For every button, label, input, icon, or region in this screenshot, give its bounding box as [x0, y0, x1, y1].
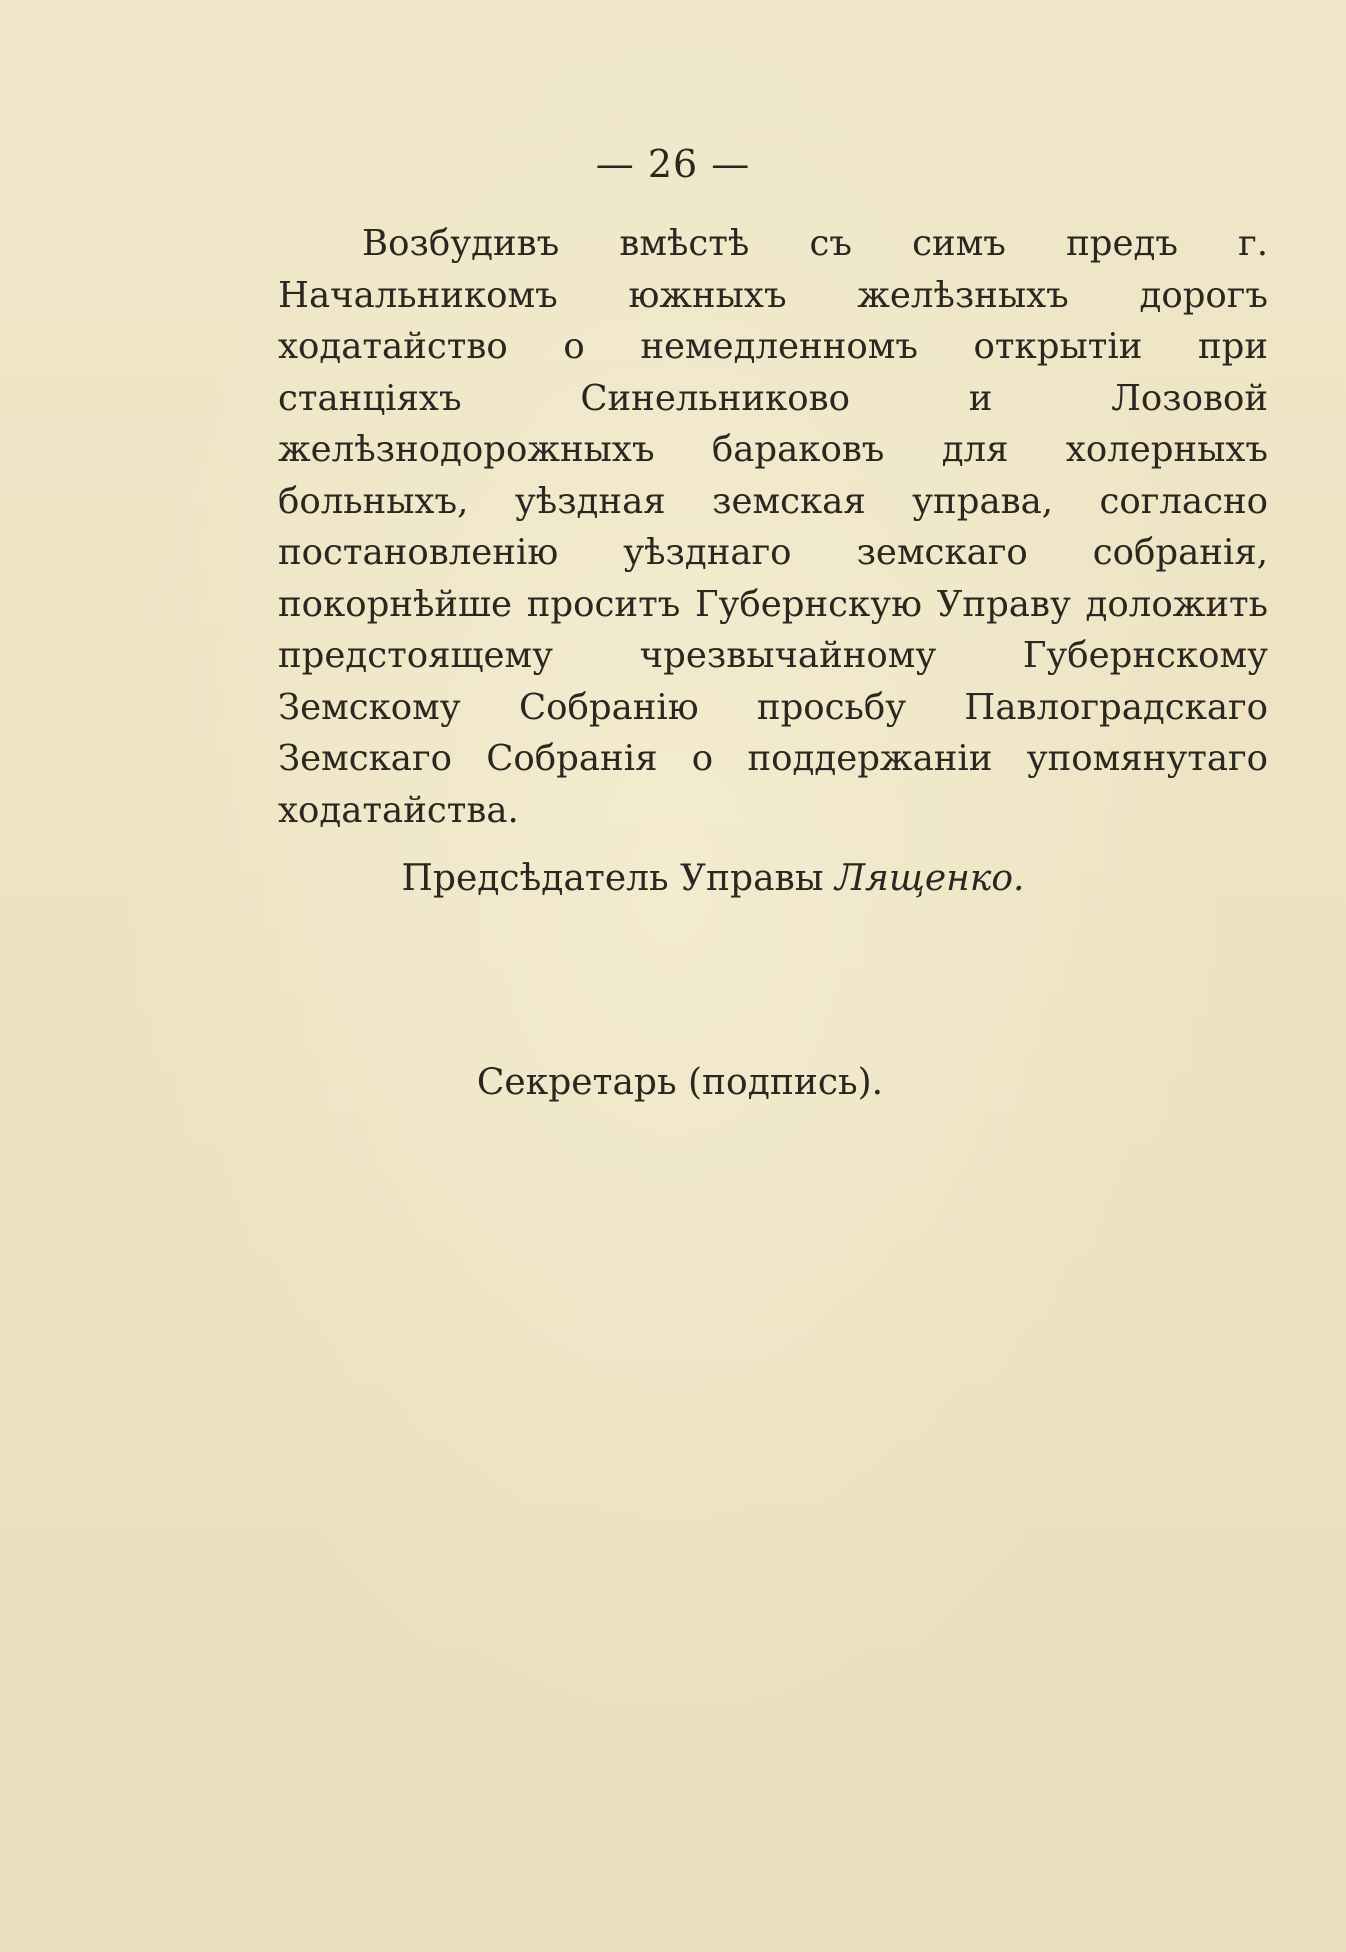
chairman-name: Лященко. [834, 858, 1025, 899]
page-number: — 26 — [595, 142, 751, 186]
main-paragraph: Возбудивъ вмѣстѣ съ симъ предъ г. Начальникомъ южныхъ желѣзныхъ дорогъ ходатайство о немедленномъ открытiи при станцiяхъ Синельниково и Лозовой желѣзнодорожныхъ бараковъ для холерныхъ больныхъ, уѣздная земская управа, согласно постановленiю уѣзднаго земскаго собранiя, покорнѣйше проситъ Губернскую Управу доложить предстоящему чрезвычайному Губернскому Земскому Собранiю просьбу Павлоградскаго Земскаго Собранiя о поддержанiи упомянутаго ходатайства. [278, 223, 1268, 831]
secretary-signature-line: Секретарь (подпись). [476, 1062, 884, 1103]
chairman-signature-line [40, 858, 1346, 899]
chairman-title: Предсѣдатель Управы [401, 858, 824, 899]
